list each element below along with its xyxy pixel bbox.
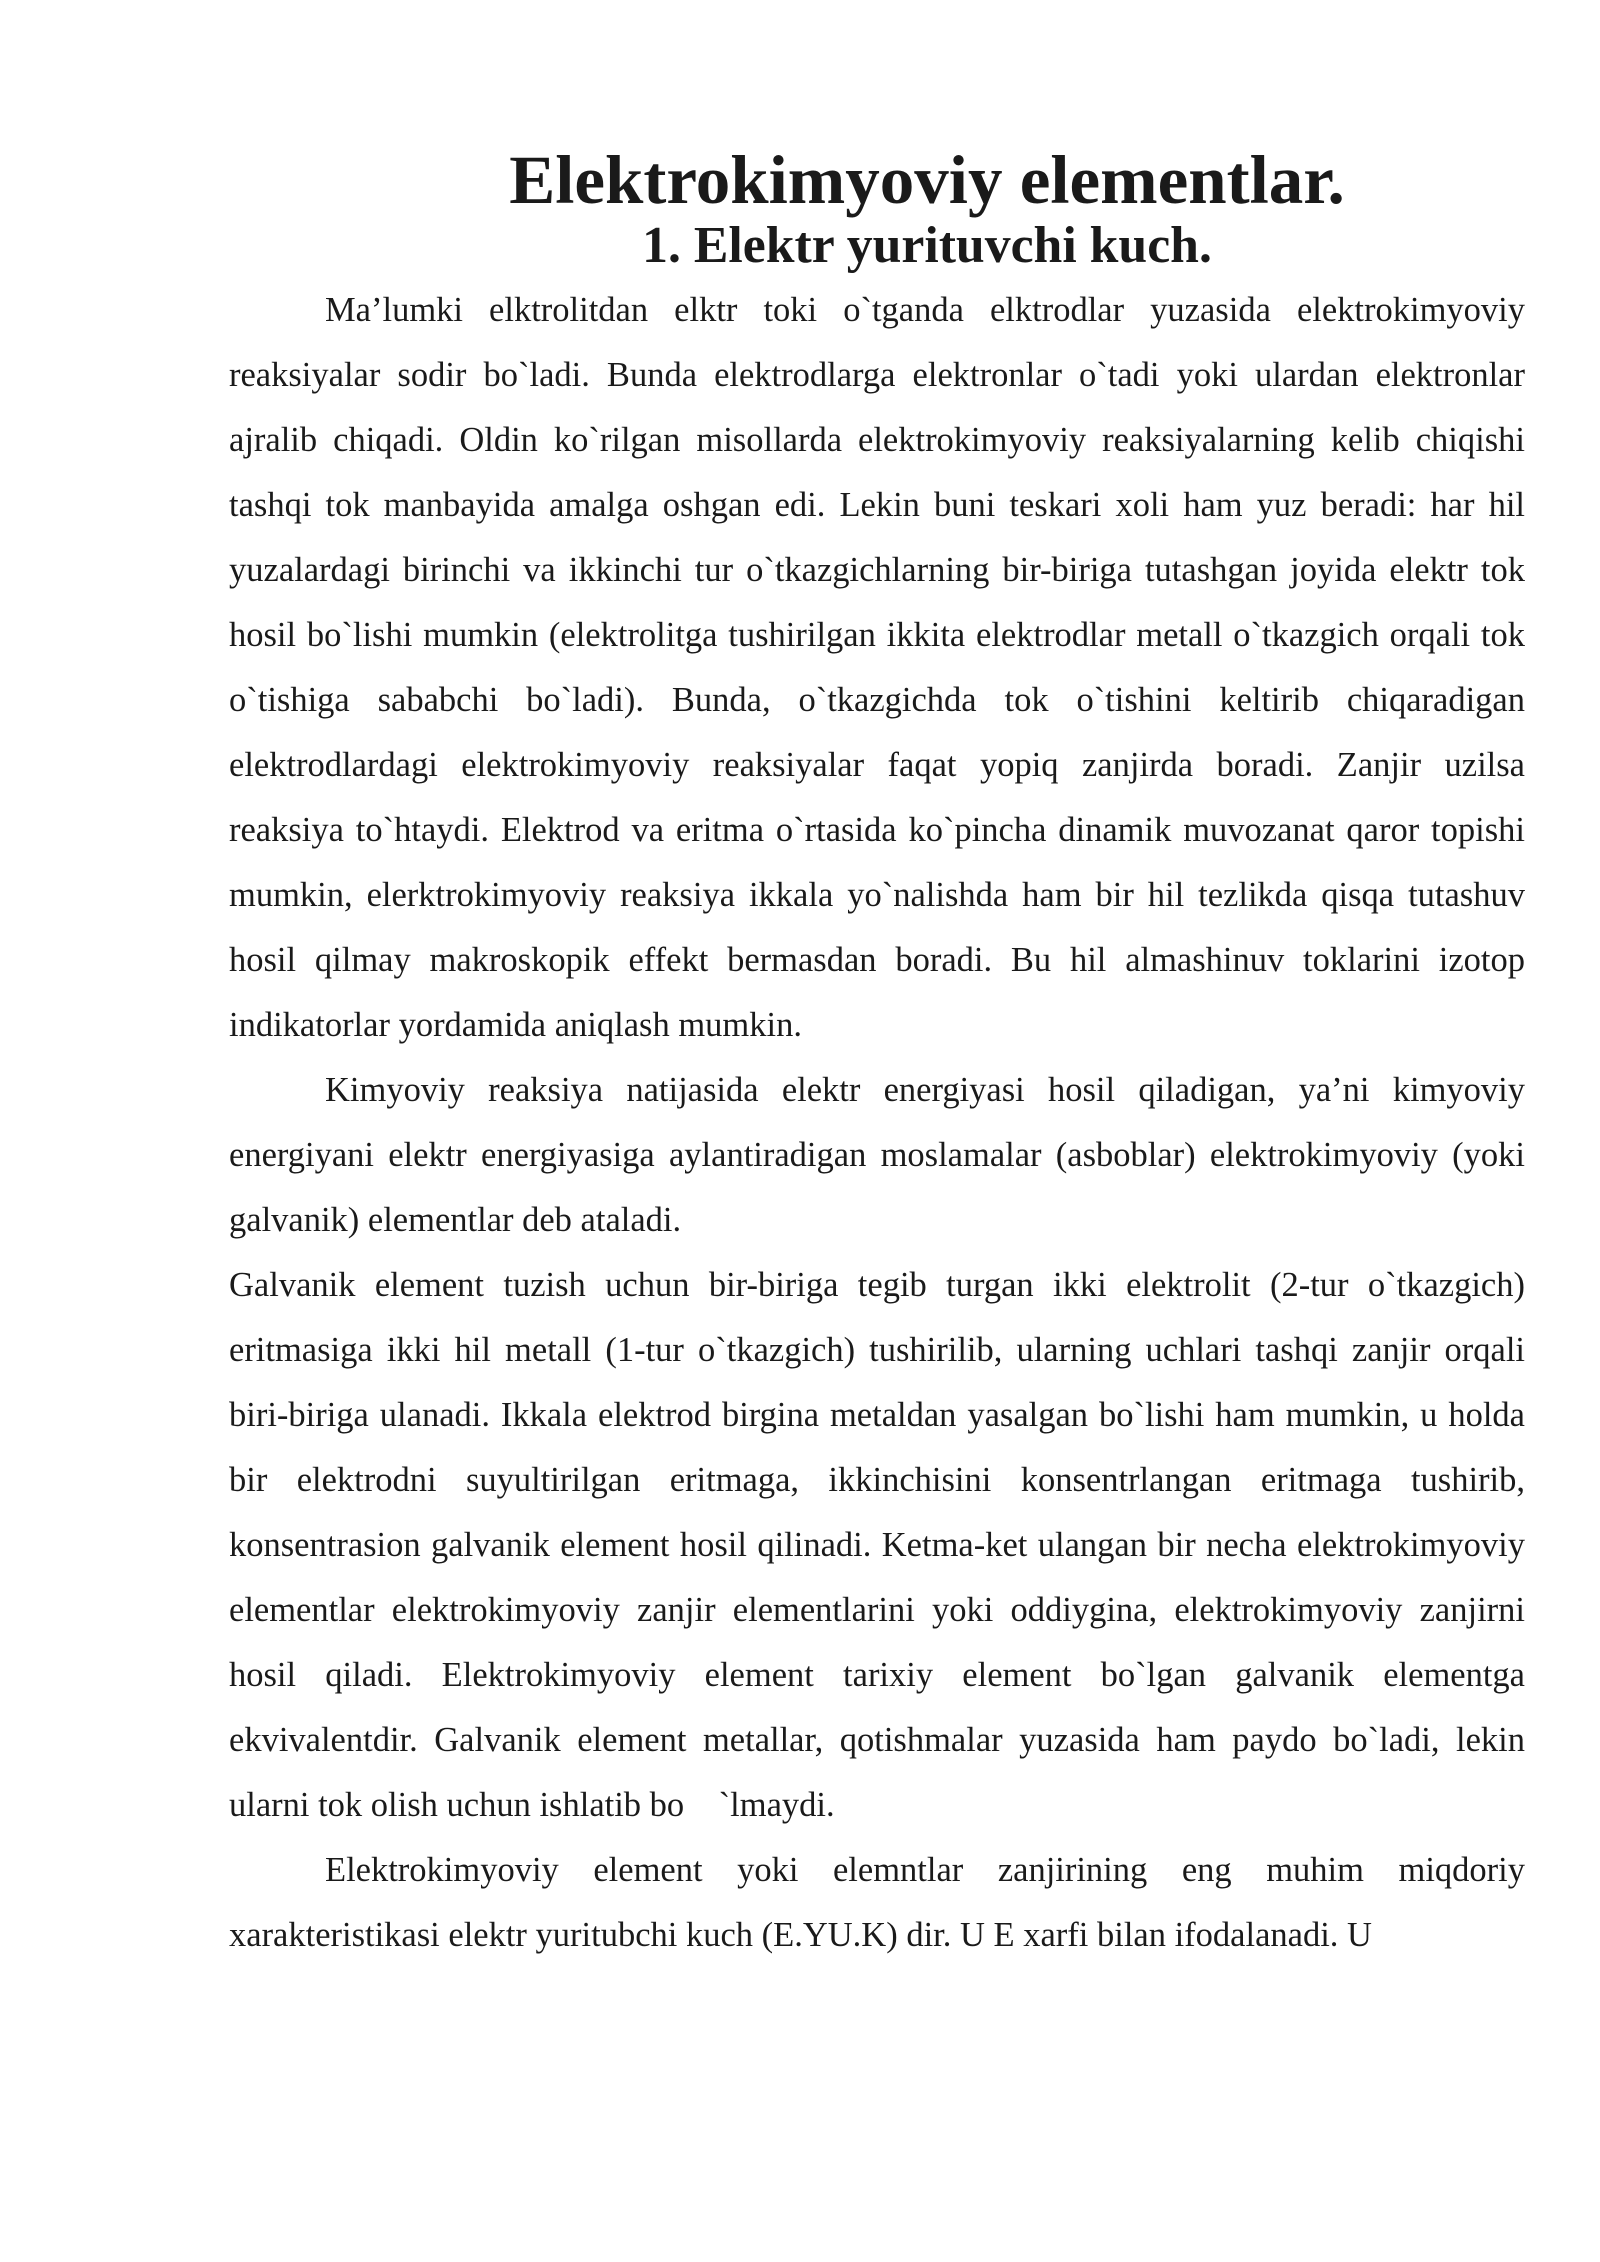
document-page	[229, 142, 1534, 1968]
section-heading: 1. Elektr yurituvchi kuch.	[642, 217, 1212, 274]
paragraph-4: Elektrokimyoviy element yoki elemntlar zanjirining eng muhim miqdoriy xarakteristikasi elektr yuritubchi kuch (E.YU.K) dir. U E xarfi bilan ifodalanadi. U	[229, 1851, 1525, 1954]
paragraph-1: Ma’lumki elktrolitdan elktr toki o`tganda elktrodlar yuzasida elektrokimyoviy reaksiyalar sodir bo`ladi. Bunda elektrodlarga elektronlar o`tadi yoki ulardan elektronlar ajralib chiqadi. Oldin ko`rilgan misollarda elektrokimyoviy reaksiyalarning kelib chiqishi tashqi tok manbayida amalga oshgan edi. Lekin buni teskari xoli ham yuz beradi: har hil yuzalardagi birinchi va ikkinchi tur o`tkazgichlarning bir-biriga tutashgan joyida elektr tok hosil bo`lishi mumkin (elektrolitga tushirilgan ikkita elektrodlar metall o`tkazgich orqali tok o`tishiga sababchi bo`ladi). Bunda, o`tkazgichda tok o`tishini keltirib chiqaradigan elektrodlardagi elektrokimyoviy reaksiyalar faqat yopiq zanjirda boradi. Zanjir uzilsa reaksiya to`htaydi. Elektrod va eritma o`rtasida ko`pincha dinamik muvozanat qaror topishi mumkin, elerktrokimyoviy reaksiya ikkala yo`nalishda ham bir hil tezlikda qisqa tutashuv hosil qilmay makroskopik effekt bermasdan boradi. Bu hil almashinuv toklarini izotop indikatorlar yordamida aniqlash mumkin.	[229, 291, 1525, 1044]
paragraph-2: Kimyoviy reaksiya natijasida elektr energiyasi hosil qiladigan, ya’ni kimyoviy energiyani elektr energiyasiga aylantiradigan moslamalar (asboblar) elektrokimyoviy (yoki galvanik) elementlar deb ataladi.	[229, 1071, 1525, 1239]
paragraph-3: Galvanik element tuzish uchun bir-biriga tegib turgan ikki elektrolit (2-tur o`tkazgich) eritmasiga ikki hil metall (1-tur o`tkazgich) tushirilib, ularning uchlari tashqi zanjir orqali biri-biriga ulanadi. Ikkala elektrod birgina metaldan yasalgan bo`lishi ham mumkin, u holda bir elektrodni suyultirilgan eritmaga, ikkinchisini konsentrlangan eritmaga tushirib, konsentrasion galvanik element hosil qilinadi. Ketma-ket ulangan bir necha elektrokimyoviy elementlar elektrokimyoviy zanjir elementlarini yoki oddiygina, elektrokimyoviy zanjirni hosil qiladi. Elektrokimyoviy element tarixiy element bo`lgan galvanik elementga ekvivalentdir. Galvanik element metallar, qotishmalar yuzasida ham paydo bo`ladi, lekin ularni tok olish uchun ishlatib bo `lmaydi.	[229, 1266, 1534, 1824]
document-title: Elektrokimyoviy elementlar.	[509, 142, 1345, 218]
